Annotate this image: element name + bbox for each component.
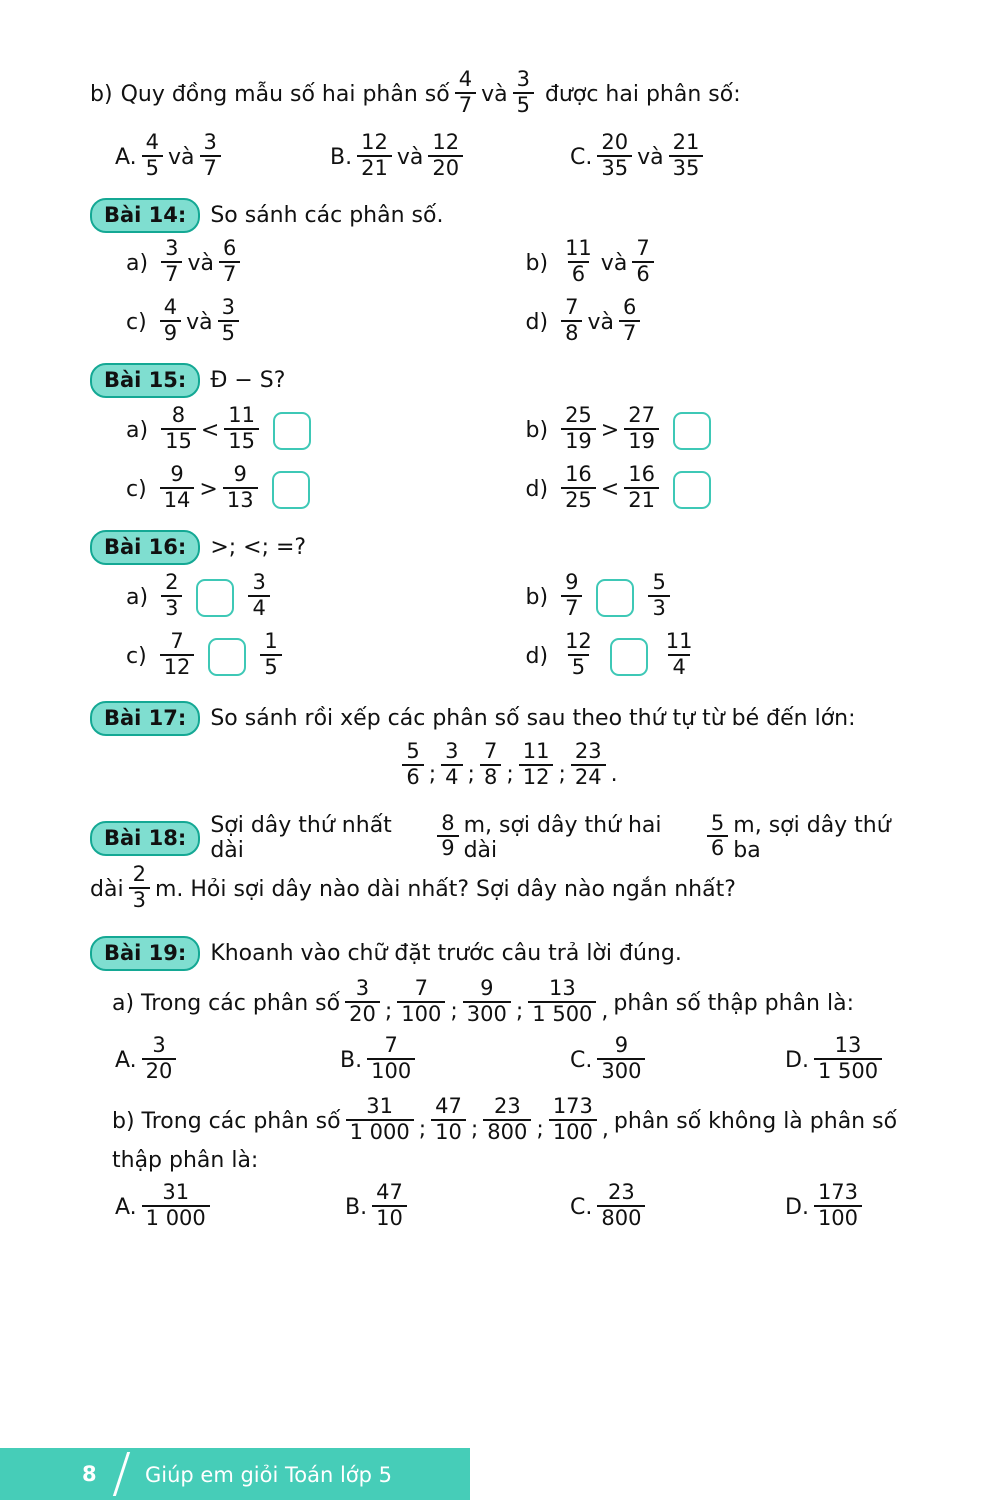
answer-box[interactable] bbox=[208, 638, 246, 676]
numerator: 16 bbox=[565, 462, 592, 487]
fraction bbox=[161, 404, 196, 453]
denominator: 1 500 bbox=[814, 1058, 882, 1084]
numerator: 47 bbox=[435, 1094, 462, 1119]
denominator: 21 bbox=[357, 155, 392, 181]
fraction bbox=[662, 630, 697, 679]
option-letter: A. bbox=[115, 145, 137, 171]
separator: ; bbox=[384, 999, 393, 1025]
conjunction: và bbox=[396, 145, 424, 171]
separator: , bbox=[601, 999, 609, 1025]
item-d bbox=[525, 629, 926, 681]
fraction bbox=[218, 296, 239, 345]
part-b-suffix2: thập phân là: bbox=[112, 1148, 259, 1174]
page-number: 8 bbox=[82, 1462, 97, 1486]
fraction bbox=[248, 571, 269, 620]
numerator: 5 bbox=[652, 570, 666, 595]
fraction bbox=[346, 1095, 414, 1144]
numerator: 8 bbox=[171, 403, 186, 428]
denominator: 24 bbox=[571, 764, 606, 790]
denominator: 5 bbox=[568, 654, 589, 680]
fraction bbox=[480, 740, 501, 789]
denominator: 15 bbox=[224, 428, 259, 454]
operator: và bbox=[600, 251, 628, 277]
numerator: 4 bbox=[458, 67, 473, 91]
exercise-16-row-2 bbox=[90, 629, 925, 681]
exercise-18-header bbox=[90, 810, 925, 864]
exercise-19-tag: Bài 19: bbox=[90, 936, 200, 971]
option-d[interactable] bbox=[785, 1180, 867, 1232]
fraction bbox=[160, 296, 181, 345]
denominator: 5 bbox=[142, 155, 163, 181]
numerator: 173 bbox=[552, 1094, 593, 1119]
denominator: 20 bbox=[142, 1058, 177, 1084]
fraction bbox=[160, 463, 195, 512]
numerator: 25 bbox=[565, 403, 592, 428]
numerator: 9 bbox=[565, 570, 579, 595]
numerator: 173 bbox=[817, 1180, 859, 1205]
part-a-suffix: phân số thập phân là: bbox=[613, 991, 855, 1017]
item-a bbox=[90, 403, 526, 455]
answer-box[interactable] bbox=[673, 412, 711, 450]
separator: ; bbox=[515, 999, 524, 1025]
denominator: 3 bbox=[648, 595, 669, 621]
numerator: 3 bbox=[516, 67, 530, 91]
denominator: 300 bbox=[597, 1058, 645, 1084]
exercise-15-row-2 bbox=[90, 462, 925, 514]
item-label: b) bbox=[525, 585, 549, 611]
denominator: 6 bbox=[568, 261, 589, 287]
numerator: 31 bbox=[366, 1094, 394, 1119]
denominator: 5 bbox=[513, 92, 534, 118]
numerator: 6 bbox=[622, 295, 637, 320]
denominator: 1 500 bbox=[528, 1001, 596, 1027]
fraction bbox=[142, 1034, 177, 1083]
item-text-before: Quy đồng mẫu số hai phân số bbox=[120, 82, 450, 108]
part-b-prefix: b) Trong các phân số bbox=[112, 1109, 341, 1135]
denominator: 7 bbox=[219, 261, 240, 287]
fraction bbox=[597, 1181, 645, 1230]
denominator: 14 bbox=[160, 487, 195, 513]
numerator: 12 bbox=[565, 629, 592, 654]
answer-box[interactable] bbox=[673, 471, 711, 509]
denominator: 5 bbox=[260, 654, 281, 680]
numerator: 9 bbox=[614, 1033, 629, 1058]
fraction bbox=[224, 404, 259, 453]
denominator: 3 bbox=[161, 595, 182, 621]
fraction bbox=[561, 630, 596, 679]
numerator: 7 bbox=[384, 1033, 398, 1058]
numerator: 9 bbox=[233, 462, 247, 487]
conjunction: và bbox=[168, 145, 195, 171]
option-b[interactable] bbox=[345, 1180, 570, 1232]
exercise-14-row-1 bbox=[90, 236, 925, 288]
answer-options-top bbox=[90, 130, 925, 182]
numerator: 9 bbox=[170, 462, 184, 487]
denominator: 100 bbox=[397, 1001, 445, 1027]
exercise-18-text-4: dài bbox=[90, 877, 124, 903]
item-label: d) bbox=[525, 310, 549, 336]
exercise-15-header bbox=[90, 363, 925, 398]
numerator: 4 bbox=[145, 130, 160, 155]
item-label: c) bbox=[126, 477, 147, 503]
fraction bbox=[142, 131, 163, 180]
fraction bbox=[483, 1095, 531, 1144]
numerator: 13 bbox=[548, 976, 576, 1001]
denominator: 7 bbox=[455, 92, 476, 118]
numerator: 3 bbox=[355, 976, 370, 1001]
numerator: 3 bbox=[165, 236, 179, 261]
exercise-19b-statement-line2 bbox=[90, 1148, 925, 1173]
numerator: 11 bbox=[228, 403, 255, 428]
separator: ; bbox=[450, 999, 458, 1025]
operator: và bbox=[186, 310, 213, 336]
numerator: 3 bbox=[203, 130, 217, 155]
item-label: d) bbox=[525, 477, 549, 503]
option-d[interactable] bbox=[785, 1033, 887, 1085]
footer-title: Giúp em giỏi Toán lớp 5 bbox=[145, 1463, 393, 1487]
denominator: 7 bbox=[161, 261, 182, 287]
item-c bbox=[90, 462, 526, 514]
denominator: 10 bbox=[372, 1205, 407, 1231]
operator: và bbox=[187, 251, 214, 277]
item-label: a) bbox=[126, 418, 149, 444]
numerator: 9 bbox=[480, 976, 494, 1001]
fraction bbox=[571, 740, 606, 789]
answer-box[interactable] bbox=[596, 579, 634, 617]
denominator: 15 bbox=[161, 428, 196, 454]
fraction bbox=[223, 463, 258, 512]
denominator: 19 bbox=[561, 428, 596, 454]
fraction bbox=[463, 977, 511, 1026]
numerator: 11 bbox=[665, 629, 693, 654]
option-a[interactable] bbox=[90, 1180, 345, 1232]
exercise-17-fraction-list bbox=[90, 739, 925, 791]
numerator: 5 bbox=[710, 810, 725, 835]
item-b bbox=[525, 236, 926, 288]
option-letter: C. bbox=[570, 1048, 593, 1074]
fraction bbox=[549, 1095, 597, 1144]
numerator: 3 bbox=[221, 295, 235, 320]
numerator: 13 bbox=[834, 1033, 862, 1058]
exercise-17-header bbox=[90, 701, 925, 736]
denominator: 5 bbox=[218, 320, 239, 346]
option-letter: C. bbox=[570, 145, 593, 171]
denominator: 12 bbox=[160, 654, 195, 680]
footer-arrow bbox=[440, 1448, 470, 1500]
numerator: 2 bbox=[132, 862, 146, 887]
separator: . bbox=[610, 762, 618, 788]
fraction bbox=[441, 740, 462, 789]
numerator: 7 bbox=[414, 976, 428, 1001]
fraction bbox=[814, 1181, 862, 1230]
item-label: b) bbox=[90, 82, 113, 108]
denominator: 35 bbox=[669, 155, 704, 181]
denominator: 21 bbox=[624, 487, 659, 513]
exercise-18-line-2 bbox=[90, 862, 925, 914]
item-b bbox=[525, 403, 926, 455]
exercise-19b-options bbox=[90, 1180, 925, 1232]
denominator: 7 bbox=[200, 155, 221, 181]
option-letter: C. bbox=[570, 1195, 593, 1221]
denominator: 6 bbox=[632, 261, 653, 287]
item-d bbox=[525, 462, 926, 514]
numerator: 12 bbox=[361, 130, 388, 155]
numerator: 27 bbox=[628, 403, 655, 428]
part-b-suffix: phân số không là phân số bbox=[613, 1109, 898, 1135]
numerator: 21 bbox=[672, 130, 700, 155]
denominator: 4 bbox=[668, 654, 689, 680]
fraction bbox=[561, 296, 582, 345]
fraction bbox=[624, 404, 659, 453]
denominator: 1 000 bbox=[142, 1205, 210, 1231]
exercise-16-tag: Bài 16: bbox=[90, 530, 200, 565]
numerator: 23 bbox=[574, 739, 602, 764]
numerator: 1 bbox=[264, 629, 278, 654]
operator: < bbox=[200, 418, 220, 444]
option-a[interactable] bbox=[90, 1033, 340, 1085]
exercise-18-text-5: m. Hỏi sợi dây nào dài nhất? Sợi dây nào ngắn nhất? bbox=[154, 877, 736, 903]
denominator: 6 bbox=[402, 764, 423, 790]
denominator: 6 bbox=[707, 835, 728, 861]
fraction bbox=[160, 630, 195, 679]
part-a-prefix: a) Trong các phân số bbox=[112, 991, 341, 1017]
option-letter: B. bbox=[330, 145, 353, 171]
fraction bbox=[357, 131, 392, 180]
denominator: 800 bbox=[483, 1119, 531, 1145]
denominator: 300 bbox=[463, 1001, 511, 1027]
option-letter: B. bbox=[345, 1195, 368, 1221]
exercise-18-tag: Bài 18: bbox=[90, 821, 200, 856]
denominator: 100 bbox=[367, 1058, 415, 1084]
answer-box[interactable] bbox=[273, 412, 311, 450]
numerator: 3 bbox=[252, 570, 266, 595]
item-label: a) bbox=[126, 585, 149, 611]
fraction bbox=[437, 812, 458, 861]
separator: ; bbox=[470, 1117, 479, 1143]
denominator: 100 bbox=[814, 1205, 862, 1231]
separator: ; bbox=[418, 1117, 427, 1143]
separator: , bbox=[601, 1117, 609, 1143]
question-top bbox=[90, 67, 925, 119]
denominator: 9 bbox=[437, 835, 458, 861]
fraction bbox=[669, 131, 704, 180]
fraction bbox=[528, 977, 596, 1026]
exercise-16-header bbox=[90, 530, 925, 565]
item-b bbox=[525, 570, 926, 622]
item-label: b) bbox=[525, 418, 549, 444]
numerator: 7 bbox=[636, 236, 650, 261]
fraction bbox=[345, 977, 380, 1026]
numerator: 2 bbox=[165, 570, 179, 595]
denominator: 1 000 bbox=[346, 1119, 414, 1145]
numerator: 5 bbox=[406, 739, 420, 764]
conjunction: và bbox=[637, 145, 664, 171]
fraction bbox=[519, 740, 554, 789]
exercise-19a-statement bbox=[90, 976, 925, 1028]
option-b[interactable] bbox=[340, 1033, 570, 1085]
fraction bbox=[161, 571, 182, 620]
option-c[interactable] bbox=[570, 1180, 785, 1232]
numerator: 11 bbox=[522, 739, 550, 764]
numerator: 7 bbox=[170, 629, 184, 654]
fraction bbox=[814, 1034, 882, 1083]
numerator: 23 bbox=[608, 1180, 635, 1205]
denominator: 4 bbox=[441, 764, 462, 790]
exercise-19b-statement bbox=[90, 1094, 925, 1146]
exercise-17-tag: Bài 17: bbox=[90, 701, 200, 736]
fraction bbox=[372, 1181, 407, 1230]
option-letter: A. bbox=[115, 1048, 137, 1074]
separator: ; bbox=[428, 762, 437, 788]
exercise-19a-options bbox=[90, 1033, 925, 1085]
option-letter: D. bbox=[785, 1195, 809, 1221]
denominator: 9 bbox=[160, 320, 181, 346]
item-label: a) bbox=[126, 251, 149, 277]
numerator: 11 bbox=[565, 236, 592, 261]
option-letter: B. bbox=[340, 1048, 363, 1074]
item-label: c) bbox=[126, 310, 147, 336]
exercise-14-title: So sánh các phân số. bbox=[210, 203, 444, 229]
fraction bbox=[513, 68, 534, 117]
exercise-15-tag: Bài 15: bbox=[90, 363, 200, 398]
denominator: 12 bbox=[519, 764, 554, 790]
fraction bbox=[129, 863, 150, 912]
denominator: 7 bbox=[619, 320, 640, 346]
fraction bbox=[707, 812, 728, 861]
fraction bbox=[619, 296, 640, 345]
fraction bbox=[561, 404, 596, 453]
numerator: 12 bbox=[432, 130, 460, 155]
separator: ; bbox=[506, 762, 514, 788]
fraction bbox=[597, 131, 632, 180]
denominator: 8 bbox=[480, 764, 501, 790]
item-label: c) bbox=[126, 644, 147, 670]
numerator: 6 bbox=[222, 236, 237, 261]
numerator: 8 bbox=[441, 810, 455, 835]
option-b[interactable] bbox=[330, 130, 570, 182]
conjunction: và bbox=[481, 82, 508, 108]
denominator: 13 bbox=[223, 487, 258, 513]
numerator: 16 bbox=[628, 462, 655, 487]
denominator: 7 bbox=[561, 595, 582, 621]
item-label: b) bbox=[525, 251, 549, 277]
item-c bbox=[90, 629, 526, 681]
answer-box[interactable] bbox=[610, 638, 648, 676]
item-a bbox=[90, 236, 526, 288]
denominator: 8 bbox=[561, 320, 582, 346]
denominator: 800 bbox=[597, 1205, 645, 1231]
numerator: 4 bbox=[163, 295, 178, 320]
option-letter: A. bbox=[115, 1195, 137, 1221]
fraction bbox=[455, 68, 476, 117]
exercise-14-header bbox=[90, 198, 925, 233]
numerator: 3 bbox=[445, 739, 459, 764]
fraction bbox=[402, 740, 423, 789]
fraction bbox=[648, 571, 669, 620]
item-c bbox=[90, 295, 526, 347]
denominator: 4 bbox=[248, 595, 269, 621]
fraction bbox=[561, 571, 582, 620]
option-a[interactable] bbox=[90, 130, 330, 182]
exercise-18-text-3: m, sợi dây thứ ba bbox=[733, 813, 891, 864]
separator: ; bbox=[536, 1117, 544, 1143]
numerator: 3 bbox=[152, 1033, 166, 1058]
answer-box[interactable] bbox=[196, 579, 234, 617]
denominator: 35 bbox=[597, 155, 632, 181]
numerator: 23 bbox=[493, 1094, 521, 1119]
exercise-17-title: So sánh rồi xếp các phân số sau theo thứ tự từ bé đến lớn: bbox=[210, 706, 856, 732]
fraction bbox=[632, 237, 653, 286]
numerator: 20 bbox=[601, 130, 629, 155]
exercise-16-row-1 bbox=[90, 570, 925, 622]
numerator: 47 bbox=[376, 1180, 403, 1205]
exercise-18-text-1: Sợi dây thứ nhất dài bbox=[210, 813, 392, 864]
exercise-18-text-2: m, sợi dây thứ hai dài bbox=[463, 813, 662, 864]
exercise-14-row-2 bbox=[90, 295, 925, 347]
numerator: 7 bbox=[565, 295, 579, 320]
exercise-19-title: Khoanh vào chữ đặt trước câu trả lời đúng. bbox=[210, 941, 682, 967]
fraction bbox=[428, 131, 463, 180]
separator: ; bbox=[558, 762, 566, 788]
exercise-16-title: >; <; =? bbox=[210, 535, 307, 561]
page-footer bbox=[0, 1434, 985, 1500]
option-letter: D. bbox=[785, 1048, 809, 1074]
denominator: 10 bbox=[431, 1119, 466, 1145]
operator: > bbox=[199, 477, 218, 503]
exercise-14-tag: Bài 14: bbox=[90, 198, 200, 233]
fraction bbox=[200, 131, 221, 180]
operator: > bbox=[600, 418, 620, 444]
denominator: 100 bbox=[549, 1119, 597, 1145]
denominator: 20 bbox=[428, 155, 463, 181]
separator: ; bbox=[467, 762, 475, 788]
item-text-after: được hai phân số: bbox=[544, 82, 741, 108]
numerator: 7 bbox=[483, 739, 498, 764]
item-label: d) bbox=[525, 644, 549, 670]
fraction bbox=[561, 237, 596, 286]
exercise-19-header bbox=[90, 936, 925, 971]
exercise-15-row-1 bbox=[90, 403, 925, 455]
numerator: 31 bbox=[162, 1180, 190, 1205]
denominator: 3 bbox=[129, 887, 150, 913]
fraction bbox=[161, 237, 182, 286]
item-a bbox=[90, 570, 526, 622]
fraction bbox=[431, 1095, 466, 1144]
exercise-15-title: Đ − S? bbox=[210, 368, 286, 394]
fraction bbox=[397, 977, 445, 1026]
fraction bbox=[624, 463, 659, 512]
fraction bbox=[219, 237, 240, 286]
answer-box[interactable] bbox=[272, 471, 310, 509]
denominator: 25 bbox=[561, 487, 596, 513]
fraction bbox=[260, 630, 281, 679]
denominator: 19 bbox=[624, 428, 659, 454]
operator: và bbox=[587, 310, 614, 336]
denominator: 20 bbox=[345, 1001, 380, 1027]
fraction bbox=[561, 463, 596, 512]
fraction bbox=[142, 1181, 210, 1230]
fraction bbox=[367, 1034, 415, 1083]
operator: < bbox=[600, 477, 620, 503]
item-d bbox=[525, 295, 926, 347]
option-c[interactable] bbox=[570, 130, 708, 182]
fraction bbox=[597, 1034, 645, 1083]
option-c[interactable] bbox=[570, 1033, 785, 1085]
